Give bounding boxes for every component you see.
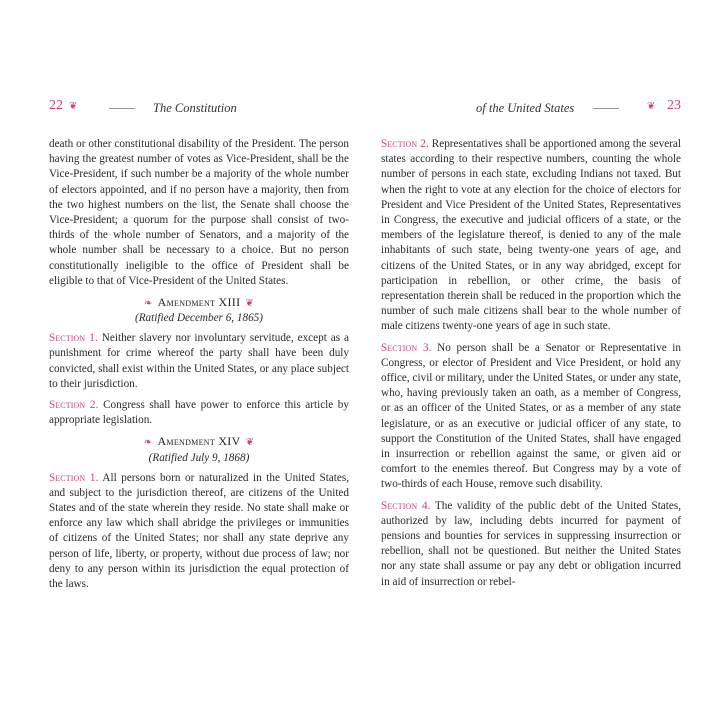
section-label: Section 3.: [381, 341, 432, 354]
flourish-icon: ❦: [647, 101, 656, 112]
section-text: Congress shall have power to enforce this article by appropriate legislation.: [49, 399, 349, 427]
section-text: Representatives shall be apportioned among the several states according to their respective numbers, counting the whole number of persons in each state, excluding Indians not taxed. But when the right to vote at any election for the choice of electors for President and Vice President of the United States, Representatives in Congress, the executive and judicial officers of a state, or the members of the legislature thereof, is denied to any of the male inhabitants of such state, being twenty-one years of age, and citizens of the United States, or in any way abridged, except for participation in rebellion, or other crime, the basis of representation therein shall be reduced in the proportion which the number of such male citizens shall bear to the whole number of male citizens twenty-one years of age in such state.: [381, 138, 681, 333]
section-text: No person shall be a Senator or Representative in Congress, or elector of President and Vice President, or hold any office, civil or military, under the United States, or under any state, who, having previously taken an oath, as a member of Congress, or as an officer of the United States, or as a member of any state legislature, or as an executive or judicial officer of any state, to support the Constitution of the United States, shall have engaged in insurrection or rebellion against the same, or given aid or comfort to the enemies thereof. But Congress may by a vote of two-thirds of each House, remove such disability.: [381, 341, 681, 491]
amendment-title: Amendment XIII: [157, 295, 241, 310]
section-label: Section 1.: [49, 471, 99, 484]
header-rule: [109, 108, 135, 109]
section-label: Section 2.: [381, 138, 429, 150]
continuation-paragraph: death or other constitutional disability of the President. The person having the greatest number of votes as Vice-President, shall be the Vice-President, if such number be a majority of the whole number of electors appointed, and if no person have a majority, then from the two highest numbers on the list, the Senate shall choose the Vice-President; a quorum for the purpose shall consist of two-thirds of the whole number of Senators, and a majority of the whole number shall be necessary to a choice. But no person constitutionally ineligible to the office of President shall be eligible to that of Vice-President of the United States.: [49, 138, 349, 287]
page-header: [381, 96, 681, 122]
page-body: [49, 137, 349, 592]
amendment-heading: [49, 434, 349, 464]
ratified-date: (Ratified July 9, 1868): [148, 451, 250, 464]
flourish-icon: ❧: [143, 298, 153, 310]
amendment-title: Amendment XIV: [157, 434, 241, 449]
running-head: The Constitution: [153, 101, 237, 115]
running-head: of the United States: [476, 101, 575, 115]
section-paragraph: [381, 137, 681, 335]
right-page: [381, 96, 681, 596]
amendment-heading: [49, 295, 349, 325]
page-number: 22: [49, 98, 63, 113]
section-paragraph: [49, 398, 349, 428]
section-text: The validity of the public debt of the United States, authorized by law, including debts incurred for payment of pensions and bounties for services in suppressing insurrection or rebellion, shall not be questioned. But neither the United States nor any state shall assume or pay any debt or obligation incurred in aid of insurrection or rebel-: [381, 499, 681, 588]
flourish-icon: ❦: [69, 101, 78, 112]
section-text: Neither slavery nor involuntary servitude, except as a punishment for crime whereof the party shall have been duly convicted, shall exist within the United States, or any place subject to their jurisdiction.: [49, 332, 349, 390]
section-label: Section 4.: [381, 499, 431, 512]
page-header: [49, 96, 349, 122]
left-page: [49, 96, 349, 598]
section-label: Section 2.: [49, 399, 99, 412]
ratified-date: (Ratified December 6, 1865): [135, 312, 263, 325]
section-paragraph: [49, 471, 349, 593]
flourish-icon: ❧: [143, 437, 153, 449]
section-paragraph: [49, 331, 349, 392]
section-label: Section 1.: [49, 332, 98, 345]
header-rule: [593, 108, 619, 109]
section-paragraph: [381, 341, 681, 493]
page-number: 23: [667, 98, 681, 113]
section-text: All persons born or naturalized in the United States, and subject to the jurisdiction thereof, are citizens of the United States and of the state wherein they reside. No state shall make or enforce any law which shall abridge the privileges or immunities of citizens of the United States; nor shall any state deprive any person of life, liberty, or property, without due process of law; nor deny to any person within its jurisdiction the equal protection of the laws.: [49, 471, 349, 591]
flourish-icon: ❦: [245, 437, 255, 449]
flourish-icon: ❦: [245, 298, 255, 310]
page-body: [381, 137, 681, 590]
section-paragraph: [381, 499, 681, 590]
